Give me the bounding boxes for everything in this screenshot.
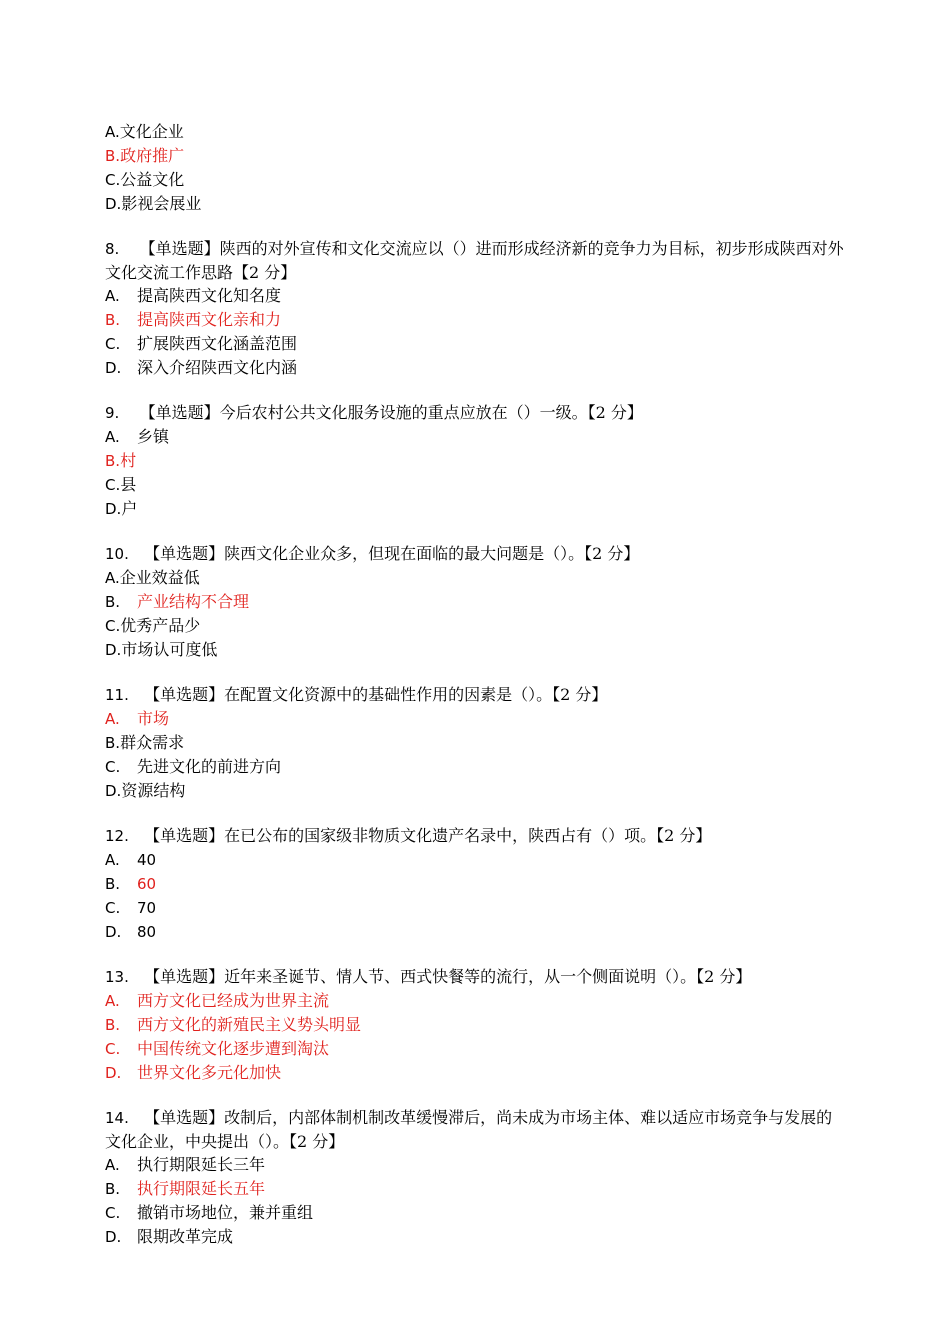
question-14 — [105, 1106, 845, 1249]
question-9 — [105, 401, 845, 521]
option-c: C.优秀产品少 — [105, 616, 201, 635]
option-a: A.文化企业 — [105, 122, 184, 141]
option-d: D. 世界文化多元化加快 — [105, 1063, 282, 1082]
question-stem: 11. 【单选题】在配置文化资源中的基础性作用的因素是（）。【2 分】 — [105, 685, 608, 704]
option-d: D. 深入介绍陕西文化内涵 — [105, 358, 298, 377]
question-13 — [105, 965, 845, 1085]
question-stem: 9. 【单选题】今后农村公共文化服务设施的重点应放在（）一级。【2 分】 — [105, 403, 643, 422]
question-stem: 8. 【单选题】陕西的对外宣传和文化交流应以（）进而形成经济新的竞争力为目标，初步形成陕西对外文化交流工作思路【2 分】 — [105, 239, 844, 282]
option-a: A. 西方文化已经成为世界主流 — [105, 991, 330, 1010]
question-12 — [105, 824, 845, 944]
question-7-options — [105, 120, 845, 216]
option-b-answer: B. 执行期限延长五年 — [105, 1179, 266, 1198]
option-a: A. 40 — [105, 851, 157, 869]
option-c: C.县 — [105, 475, 137, 494]
question-10 — [105, 542, 845, 662]
option-c: C. 先进文化的前进方向 — [105, 757, 282, 776]
option-d: D. 80 — [105, 923, 157, 941]
option-d: D. 限期改革完成 — [105, 1227, 234, 1246]
option-d: D.户 — [105, 499, 138, 518]
document-page — [105, 120, 845, 1249]
option-b-answer: B.村 — [105, 451, 137, 470]
option-d: D.资源结构 — [105, 781, 186, 800]
option-b-answer: B. 60 — [105, 875, 157, 893]
option-a: A. 提高陕西文化知名度 — [105, 286, 282, 305]
question-8 — [105, 237, 845, 380]
option-c: C.公益文化 — [105, 170, 185, 189]
question-stem: 12. 【单选题】在已公布的国家级非物质文化遗产名录中，陕西占有（）项。【2 分】 — [105, 826, 712, 845]
option-b: B. 西方文化的新殖民主义势头明显 — [105, 1015, 362, 1034]
option-d: D.市场认可度低 — [105, 640, 218, 659]
option-c: C. 中国传统文化逐步遭到淘汰 — [105, 1039, 330, 1058]
question-stem: 10. 【单选题】陕西文化企业众多，但现在面临的最大问题是（）。【2 分】 — [105, 544, 640, 563]
option-c: C. 撤销市场地位，兼并重组 — [105, 1203, 314, 1222]
option-b-answer: B.政府推广 — [105, 146, 185, 165]
option-d: D.影视会展业 — [105, 194, 202, 213]
option-b-answer: B. 提高陕西文化亲和力 — [105, 310, 282, 329]
option-c: C. 扩展陕西文化涵盖范围 — [105, 334, 298, 353]
question-stem: 13. 【单选题】近年来圣诞节、情人节、西式快餐等的流行，从一个侧面说明（）。【2 分】 — [105, 967, 752, 986]
option-b: B.群众需求 — [105, 733, 185, 752]
question-11 — [105, 683, 845, 803]
option-c: C. 70 — [105, 899, 157, 917]
option-a: A.企业效益低 — [105, 568, 200, 587]
option-a: A. 乡镇 — [105, 427, 170, 446]
option-a: A. 执行期限延长三年 — [105, 1155, 266, 1174]
option-a-answer: A. 市场 — [105, 709, 170, 728]
question-stem: 14. 【单选题】改制后，内部体制机制改革缓慢滞后，尚未成为市场主体、难以适应市场竞争与发展的文化企业，中央提出（）。【2 分】 — [105, 1108, 833, 1151]
option-b-answer: B. 产业结构不合理 — [105, 592, 250, 611]
